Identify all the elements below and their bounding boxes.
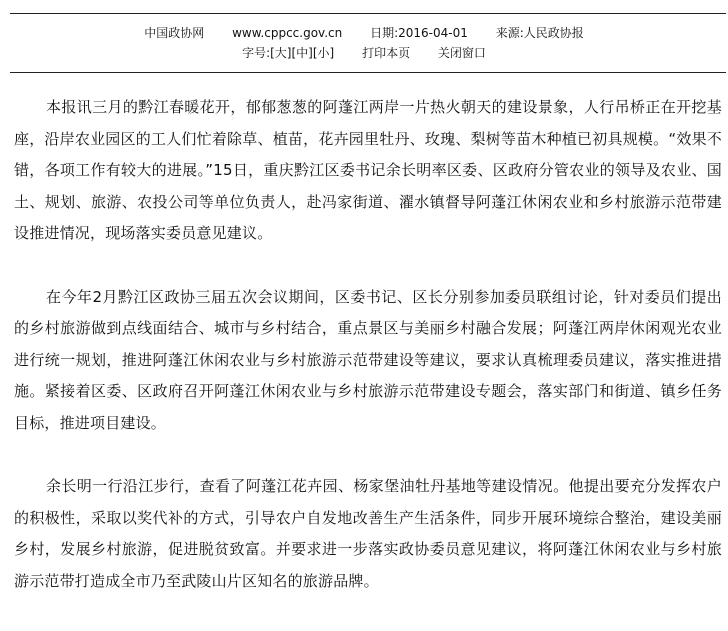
source-label: 来源: — [495, 26, 524, 40]
date-label: 日期: — [370, 26, 399, 40]
bottom-divider — [10, 72, 726, 73]
site-url: www.cppcc.gov.cn — [232, 26, 343, 40]
source-value: 人民政协报 — [523, 26, 584, 40]
font-size-label: 字号: — [242, 46, 271, 60]
date-value: 2016-04-01 — [398, 26, 468, 40]
top-divider — [10, 13, 726, 14]
font-size-small-link[interactable]: [小] — [312, 46, 335, 60]
font-size-medium-link[interactable]: [中] — [291, 46, 313, 60]
close-window-link[interactable]: 关闭窗口 — [437, 46, 486, 60]
article-meta — [0, 25, 728, 41]
site-name: 中国政协网 — [144, 26, 205, 40]
page-tools — [0, 45, 728, 61]
article-paragraph: 在今年2月黔江区政协三届五次会议期间，区委书记、区长分别参加委员联组讨论，针对委员们提出的乡村旅游做到点线面结合、城市与乡村结合，重点景区与美丽乡村融合发展；阿蓬江两岸休闲观光农业进行统一规划，推进阿蓬江休闲农业与乡村旅游示范带建设等建议，要求认真梳理委员建议，落实推进措施。紧接着区委、区政府召开阿蓬江休闲农业与乡村旅游示范带建设专题会，落实部门和街道、镇乡任务目标，推进项目建设。 — [14, 287, 722, 432]
article-paragraph: 本报讯三月的黔江春暖花开，郁郁葱葱的阿蓬江两岸一片热火朝天的建设景象，人行吊桥正在开挖基座，沿岸农业园区的工人们忙着除草、植苗，花卉园里牡丹、玫瑰、梨树等苗木种植已初具规模。“效果不错，各项工作有较大的进展。”15日，重庆黔江区委书记余长明率区委、区政府分管农业的领导及农业、国土、规划、旅游、农投公司等单位负责人，赴冯家街道、濯水镇督导阿蓬江休闲农业和乡村旅游示范带建设推进情况，现场落实委员意见建议。 — [14, 98, 722, 242]
font-size-large-link[interactable]: [大] — [270, 46, 292, 60]
print-page-link[interactable]: 打印本页 — [362, 46, 411, 60]
article-body — [14, 92, 722, 629]
article-paragraph: 余长明一行沿江步行，查看了阿蓬江花卉园、杨家堡油牡丹基地等建设情况。他提出要充分发挥农户的积极性，采取以奖代补的方式，引导农户自发地改善生产生活条件，同步开展环境综合整治，建设美丽乡村，发展乡村旅游，促进脱贫致富。并要求进一步落实政协委员意见建议，将阿蓬江休闲农业与乡村旅游示范带打造成全市乃至武陵山片区知名的旅游品牌。 — [14, 477, 722, 590]
